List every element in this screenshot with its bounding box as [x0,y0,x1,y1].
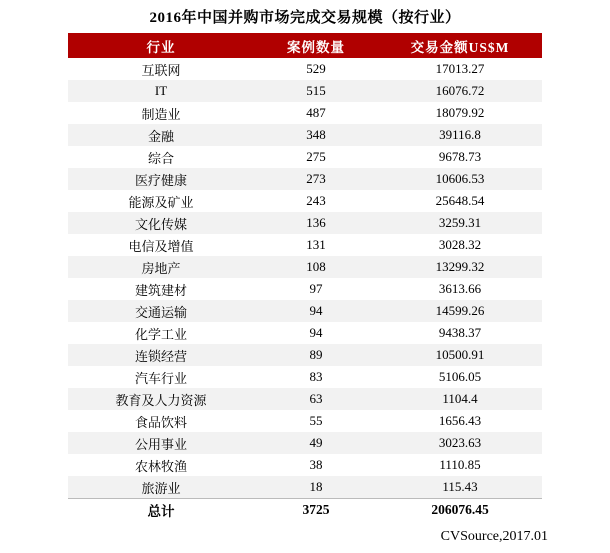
cell-industry: 能源及矿业 [68,190,254,212]
cell-total-amount: 206076.45 [378,499,542,522]
table-row [68,366,542,388]
cell-count: 487 [254,102,378,124]
cell-industry: 医疗健康 [68,168,254,190]
column-header-industry: 行业 [68,33,254,58]
cell-industry: IT [68,80,254,102]
cell-count: 55 [254,410,378,432]
table-header-row [68,33,542,58]
cell-amount: 39116.8 [378,124,542,146]
cell-count: 515 [254,80,378,102]
cell-count: 38 [254,454,378,476]
cell-amount: 18079.92 [378,102,542,124]
cell-count: 348 [254,124,378,146]
cell-amount: 25648.54 [378,190,542,212]
cell-industry: 连锁经营 [68,344,254,366]
table-row [68,212,542,234]
cell-amount: 1110.85 [378,454,542,476]
table-row [68,256,542,278]
table-row [68,278,542,300]
cell-count: 89 [254,344,378,366]
cell-industry: 食品饮料 [68,410,254,432]
cell-count: 63 [254,388,378,410]
cell-total-count: 3725 [254,499,378,522]
cell-industry: 汽车行业 [68,366,254,388]
cell-count: 94 [254,300,378,322]
cell-amount: 3028.32 [378,234,542,256]
cell-count: 275 [254,146,378,168]
cell-amount: 16076.72 [378,80,542,102]
cell-industry: 互联网 [68,58,254,80]
cell-count: 131 [254,234,378,256]
table-header [68,33,542,58]
cell-amount: 9678.73 [378,146,542,168]
cell-count: 18 [254,476,378,499]
table-row [68,432,542,454]
cell-amount: 115.43 [378,476,542,499]
table-row [68,124,542,146]
data-table [68,33,542,521]
cell-amount: 3023.63 [378,432,542,454]
cell-industry: 电信及增值 [68,234,254,256]
cell-amount: 9438.37 [378,322,542,344]
table-row [68,58,542,80]
cell-industry: 房地产 [68,256,254,278]
table-row [68,102,542,124]
cell-amount: 10500.91 [378,344,542,366]
table-row [68,322,542,344]
cell-count: 529 [254,58,378,80]
cell-count: 49 [254,432,378,454]
column-header-count: 案例数量 [254,33,378,58]
page-title: 2016年中国并购市场完成交易规模（按行业） [149,10,461,26]
cell-amount: 14599.26 [378,300,542,322]
cell-count: 273 [254,168,378,190]
cell-amount: 13299.32 [378,256,542,278]
cell-total-label: 总计 [68,499,254,522]
cell-count: 108 [254,256,378,278]
cell-industry: 教育及人力资源 [68,388,254,410]
cell-industry: 文化传媒 [68,212,254,234]
table-row [68,388,542,410]
table-row [68,410,542,432]
cell-count: 94 [254,322,378,344]
cell-amount: 17013.27 [378,58,542,80]
cell-amount: 10606.53 [378,168,542,190]
cell-amount: 3613.66 [378,278,542,300]
table-row [68,454,542,476]
cell-industry: 公用事业 [68,432,254,454]
cell-industry: 交通运输 [68,300,254,322]
table-row [68,300,542,322]
cell-industry: 金融 [68,124,254,146]
cell-amount: 3259.31 [378,212,542,234]
table-row [68,146,542,168]
cell-industry: 农林牧渔 [68,454,254,476]
cell-industry: 旅游业 [68,476,254,499]
cell-industry: 制造业 [68,102,254,124]
table-row [68,190,542,212]
cell-count: 243 [254,190,378,212]
table-row [68,234,542,256]
column-header-amount: 交易金额US$M [378,33,542,58]
source-note: CVSource,2017.01 [440,529,548,544]
table-total-row [68,499,542,522]
cell-industry: 综合 [68,146,254,168]
table-row [68,344,542,366]
cell-count: 136 [254,212,378,234]
cell-amount: 1656.43 [378,410,542,432]
table-row [68,80,542,102]
cell-amount: 1104.4 [378,388,542,410]
cell-count: 83 [254,366,378,388]
cell-industry: 建筑建材 [68,278,254,300]
table-body [68,58,542,521]
cell-count: 97 [254,278,378,300]
table-row [68,168,542,190]
cell-industry: 化学工业 [68,322,254,344]
table-row [68,476,542,499]
cell-amount: 5106.05 [378,366,542,388]
